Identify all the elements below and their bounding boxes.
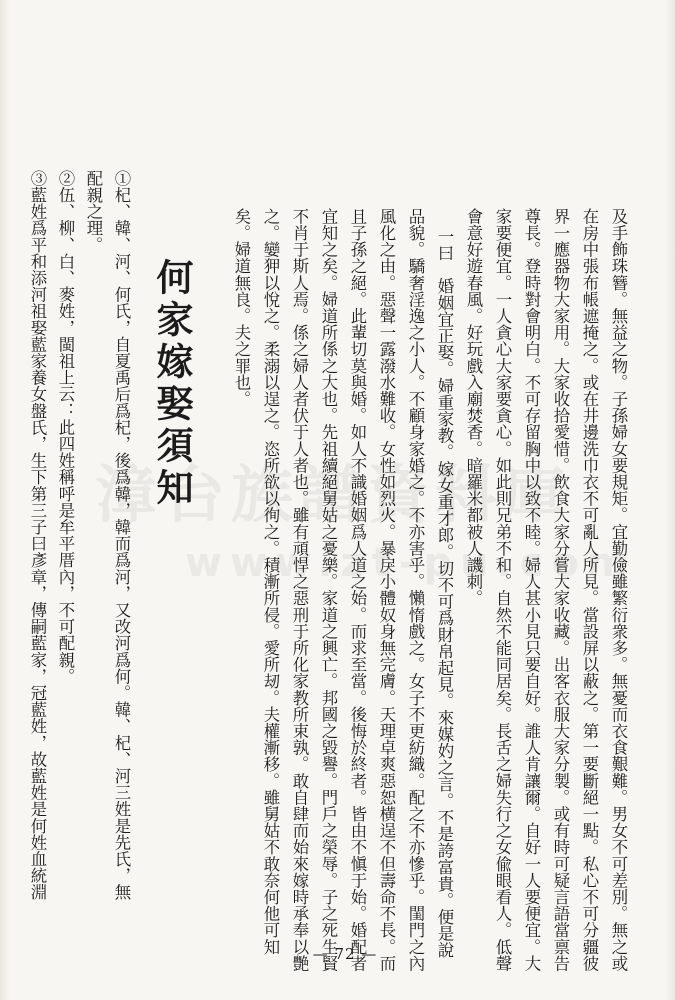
body-column: 不肖于斯人焉。係之婦人者伏于人者也。雖有頑悍之惡刑于所化家教所束孰。敢自肆而始來嫁時承奉以艷 <box>290 208 309 972</box>
note-column: ①杞、韓、河、何氏，自夏禹后爲杞，後爲韓，韓而爲河，又改河爲何。韓、杞、河三姓是先氏，無 <box>112 170 131 901</box>
body-column: 在房中張布帳遮掩之。或在井邊洗巾衣不可亂人所見。當設屏以蔽之。第一要斷絕一點。私心不可分疆彼 <box>580 208 599 972</box>
body-column: 且子孫之絕。此輩切莫與婚。如人不識婚姻爲人道之始。而求至當。後悔於終者。皆由不愼于始。婚配者 <box>348 208 367 972</box>
body-column: 及手飾珠簪。無益之物。子孫婦女要規矩。宜勤儉雖繁衍衆多。無憂而衣食艱難。男女不可差別。無之或 <box>609 208 628 972</box>
body-column: 家要便宜。一人貪心大家要貪心。如此則兄弟不和。自然不能同居矣。長舌之婦失行之女偸眼看人。低聲 <box>493 208 512 972</box>
page-number: — 72 — <box>312 945 378 963</box>
body-column: 宜知之矣。婦道所係之大也。先祖續絕舅姑之憂樂。家道之興亡。邦國之毀譽。門戶之榮辱。子之死生賢 <box>319 208 338 972</box>
note-column: ②伍、柳、白、麥姓，閩祖上云：此四姓稱呼是牟平厝內，不可配親。 <box>56 170 75 685</box>
body-column: 品貌。驕奢淫逸之小人。不顧身家婚之。不亦害乎。懶惰戲之。女子不更紡織。配之不亦慘乎。閨門之內 <box>406 208 425 972</box>
body-column: 界一應器物大家用。大家收拾愛惜。飲食大家分嘗大家收藏。出客衣服大家分製。或有時可疑言語當禀告 <box>551 208 570 972</box>
body-column: 一曰 婚姻宜正娶。婦重家教。嫁女重才郎。切不可爲財帛起見。來媒妁之言。不是誇富貴。便是說 <box>435 228 454 959</box>
watermark-url: www.zt-pu.com <box>185 540 637 586</box>
note-column: 配親之理。 <box>84 170 103 253</box>
section-title: 何家嫁娶須知 <box>150 258 194 510</box>
watermark-text: 漳台族譜資料庫 <box>95 458 572 531</box>
body-column: 尊長。登時對會明白。不可存留胸中以致不睦。婦人甚小見只要自好。誰人肯讓爾。自好一人要便宜。大 <box>522 208 541 972</box>
body-column: 風化之由。惡聲一露潑水難收。女性如烈火。暴戾小體奴身無完膚。天理卓爽惡恕横逞不但壽命不長。而 <box>377 208 396 972</box>
body-column: 會意好遊春風。好玩戲入廟焚香。暗羅米都被人譏刺。 <box>464 208 483 607</box>
note-column: ③藍姓爲平和添河祖娶藍家養女盤氏，生下第三子曰彥章，傳嗣藍家，冠藍姓，故藍姓是何姓血統淵 <box>28 170 47 901</box>
body-column: 之。孌狎以悅之。柔溺以逞之。恣所欲以徇之。積漸所侵。愛所刼。夫權漸移。雖舅姑不敢奈何他可知 <box>261 208 280 955</box>
body-column: 矣。婦道無良。夫之罪也。 <box>232 208 251 408</box>
